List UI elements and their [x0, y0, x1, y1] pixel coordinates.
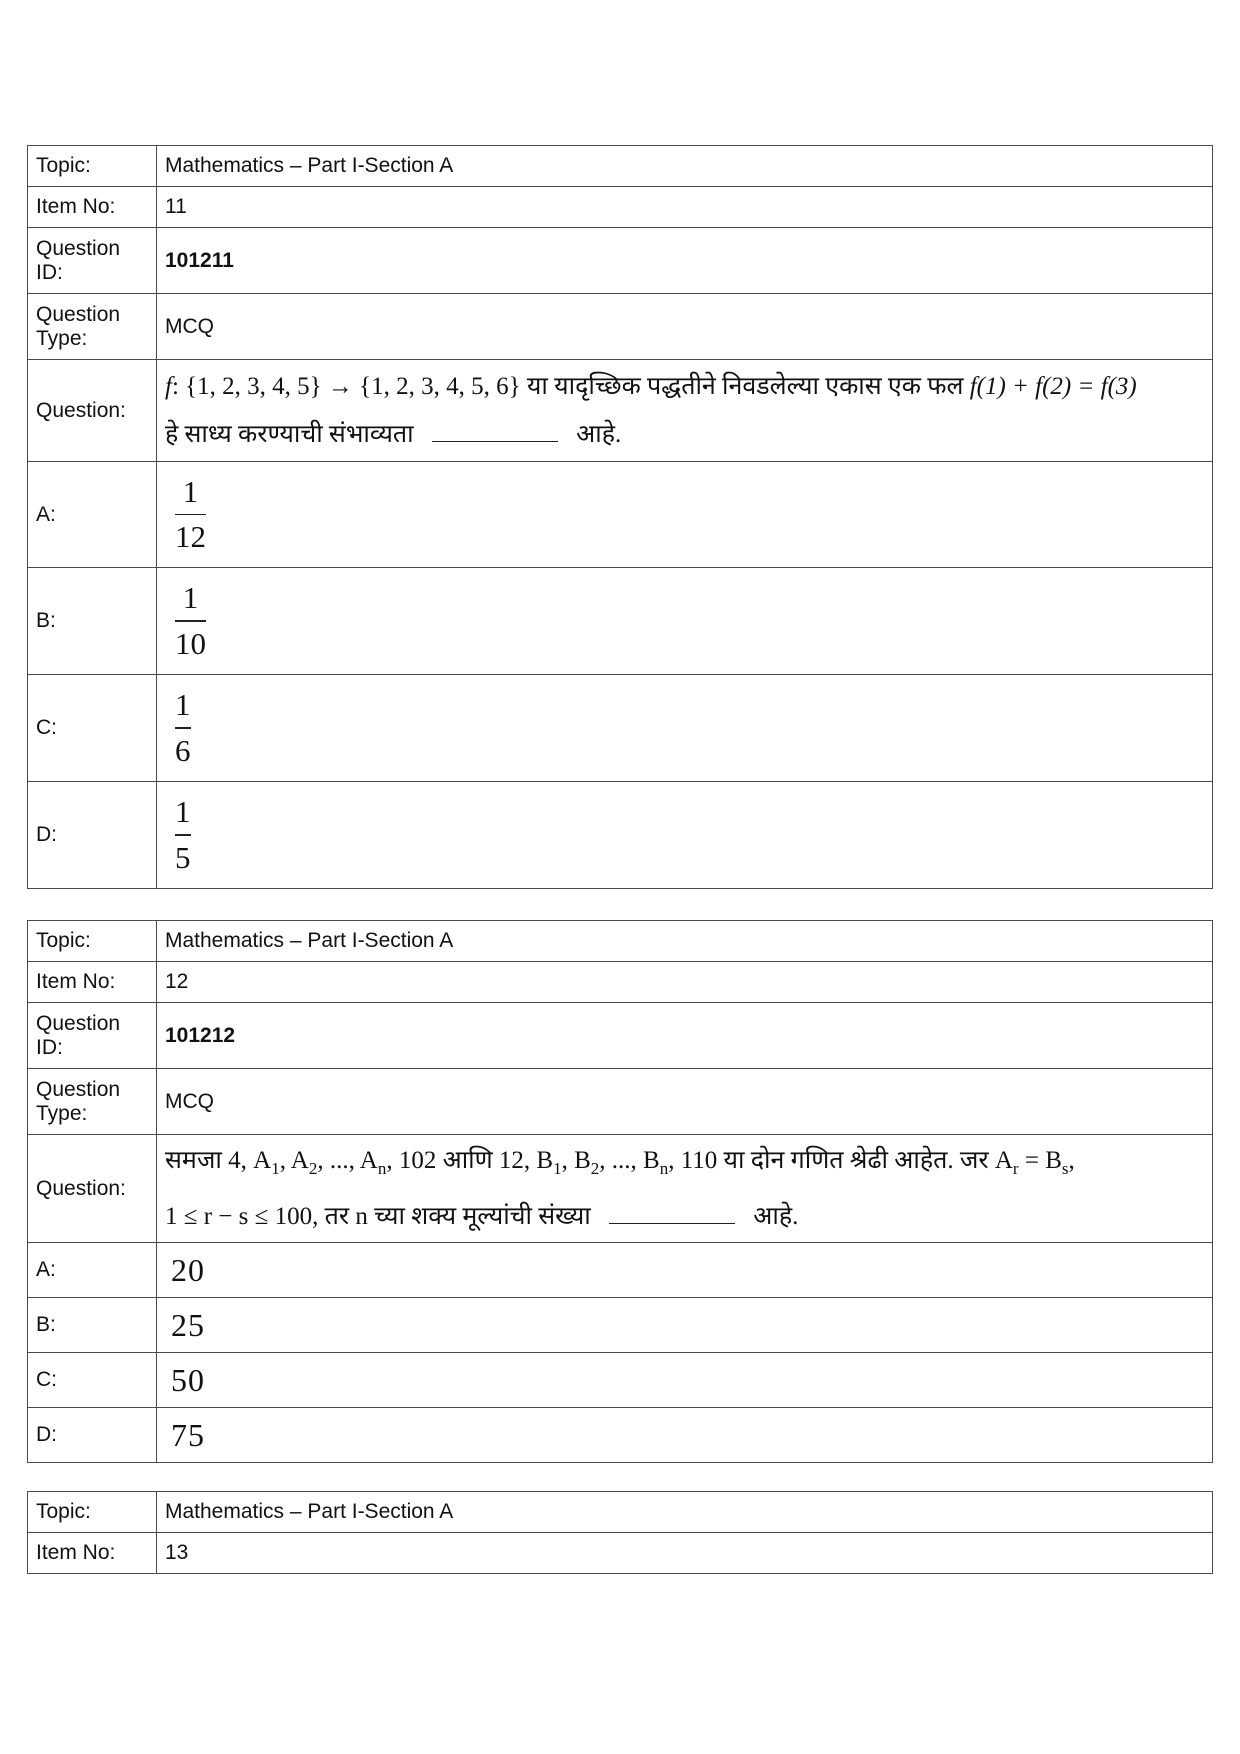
answer-blank [432, 419, 558, 442]
option-b-label: B: [28, 568, 157, 675]
option-c: 50 [157, 1353, 1213, 1408]
item-no-value: 11 [157, 187, 1213, 228]
item-no-label: Item No: [28, 962, 157, 1003]
fraction: $\frac{1}{6}$ [175, 687, 191, 768]
option-c-label: C: [28, 675, 157, 782]
question-label: Question: [28, 360, 157, 462]
option-a-label: A: [28, 462, 157, 568]
option-c [157, 675, 1213, 782]
question-id-label: Question ID: [28, 1003, 157, 1069]
option-b [157, 568, 1213, 675]
option-a: 20 [157, 1243, 1213, 1298]
fraction: $\frac{1}{5}$ [175, 794, 191, 875]
question-text: f: {1, 2, 3, 4, 5} → {1, 2, 3, 4, 5, 6} या यादृच्छिक पद्धतीने निवडलेल्या एकास एक फल f(1) + f(2) = f(3) हे साध्य करण्याची संभाव्यता आहे. [157, 360, 1213, 462]
question-text: समजा 4, $A_1$, $A_2$, ..., $A_n$, 102 आणि 12, $B_1$, $B_2$, ..., $B_n$, 110 या दोन गणित श्रेढी आहेत. जर $A_r = B_s$, 1 ≤ r − s ≤ 100, तर n च्या शक्य मूल्यांची संख्या आहे. [157, 1135, 1213, 1243]
option-c-label: C: [28, 1353, 157, 1408]
option-d [157, 782, 1213, 889]
item-no-value: 13 [157, 1533, 1213, 1574]
answer-blank [609, 1201, 735, 1224]
question-type-label: Question Type: [28, 294, 157, 360]
question-table-11 [27, 145, 1213, 889]
question-label: Question: [28, 1135, 157, 1243]
question-id-value: 101211 [157, 228, 1213, 294]
question-table-13 [27, 1491, 1213, 1574]
option-a-label: A: [28, 1243, 157, 1298]
item-no-label: Item No: [28, 187, 157, 228]
topic-value: Mathematics – Part I-Section A [157, 1492, 1213, 1533]
item-no-label: Item No: [28, 1533, 157, 1574]
question-id-value: 101212 [157, 1003, 1213, 1069]
fraction: $\frac{1}{12}$ [175, 473, 206, 555]
question-type-value: MCQ [157, 1069, 1213, 1135]
option-b: 25 [157, 1298, 1213, 1353]
question-type-value: MCQ [157, 294, 1213, 360]
topic-value: Mathematics – Part I-Section A [157, 146, 1213, 187]
option-d-label: D: [28, 782, 157, 889]
question-id-label: Question ID: [28, 228, 157, 294]
option-d-label: D: [28, 1408, 157, 1463]
topic-value: Mathematics – Part I-Section A [157, 921, 1213, 962]
option-d: 75 [157, 1408, 1213, 1463]
fraction: $\frac{1}{10}$ [175, 580, 206, 661]
topic-label: Topic: [28, 921, 157, 962]
option-a [157, 462, 1213, 568]
question-table-12 [27, 920, 1213, 1463]
topic-label: Topic: [28, 146, 157, 187]
option-b-label: B: [28, 1298, 157, 1353]
question-type-label: Question Type: [28, 1069, 157, 1135]
item-no-value: 12 [157, 962, 1213, 1003]
topic-label: Topic: [28, 1492, 157, 1533]
